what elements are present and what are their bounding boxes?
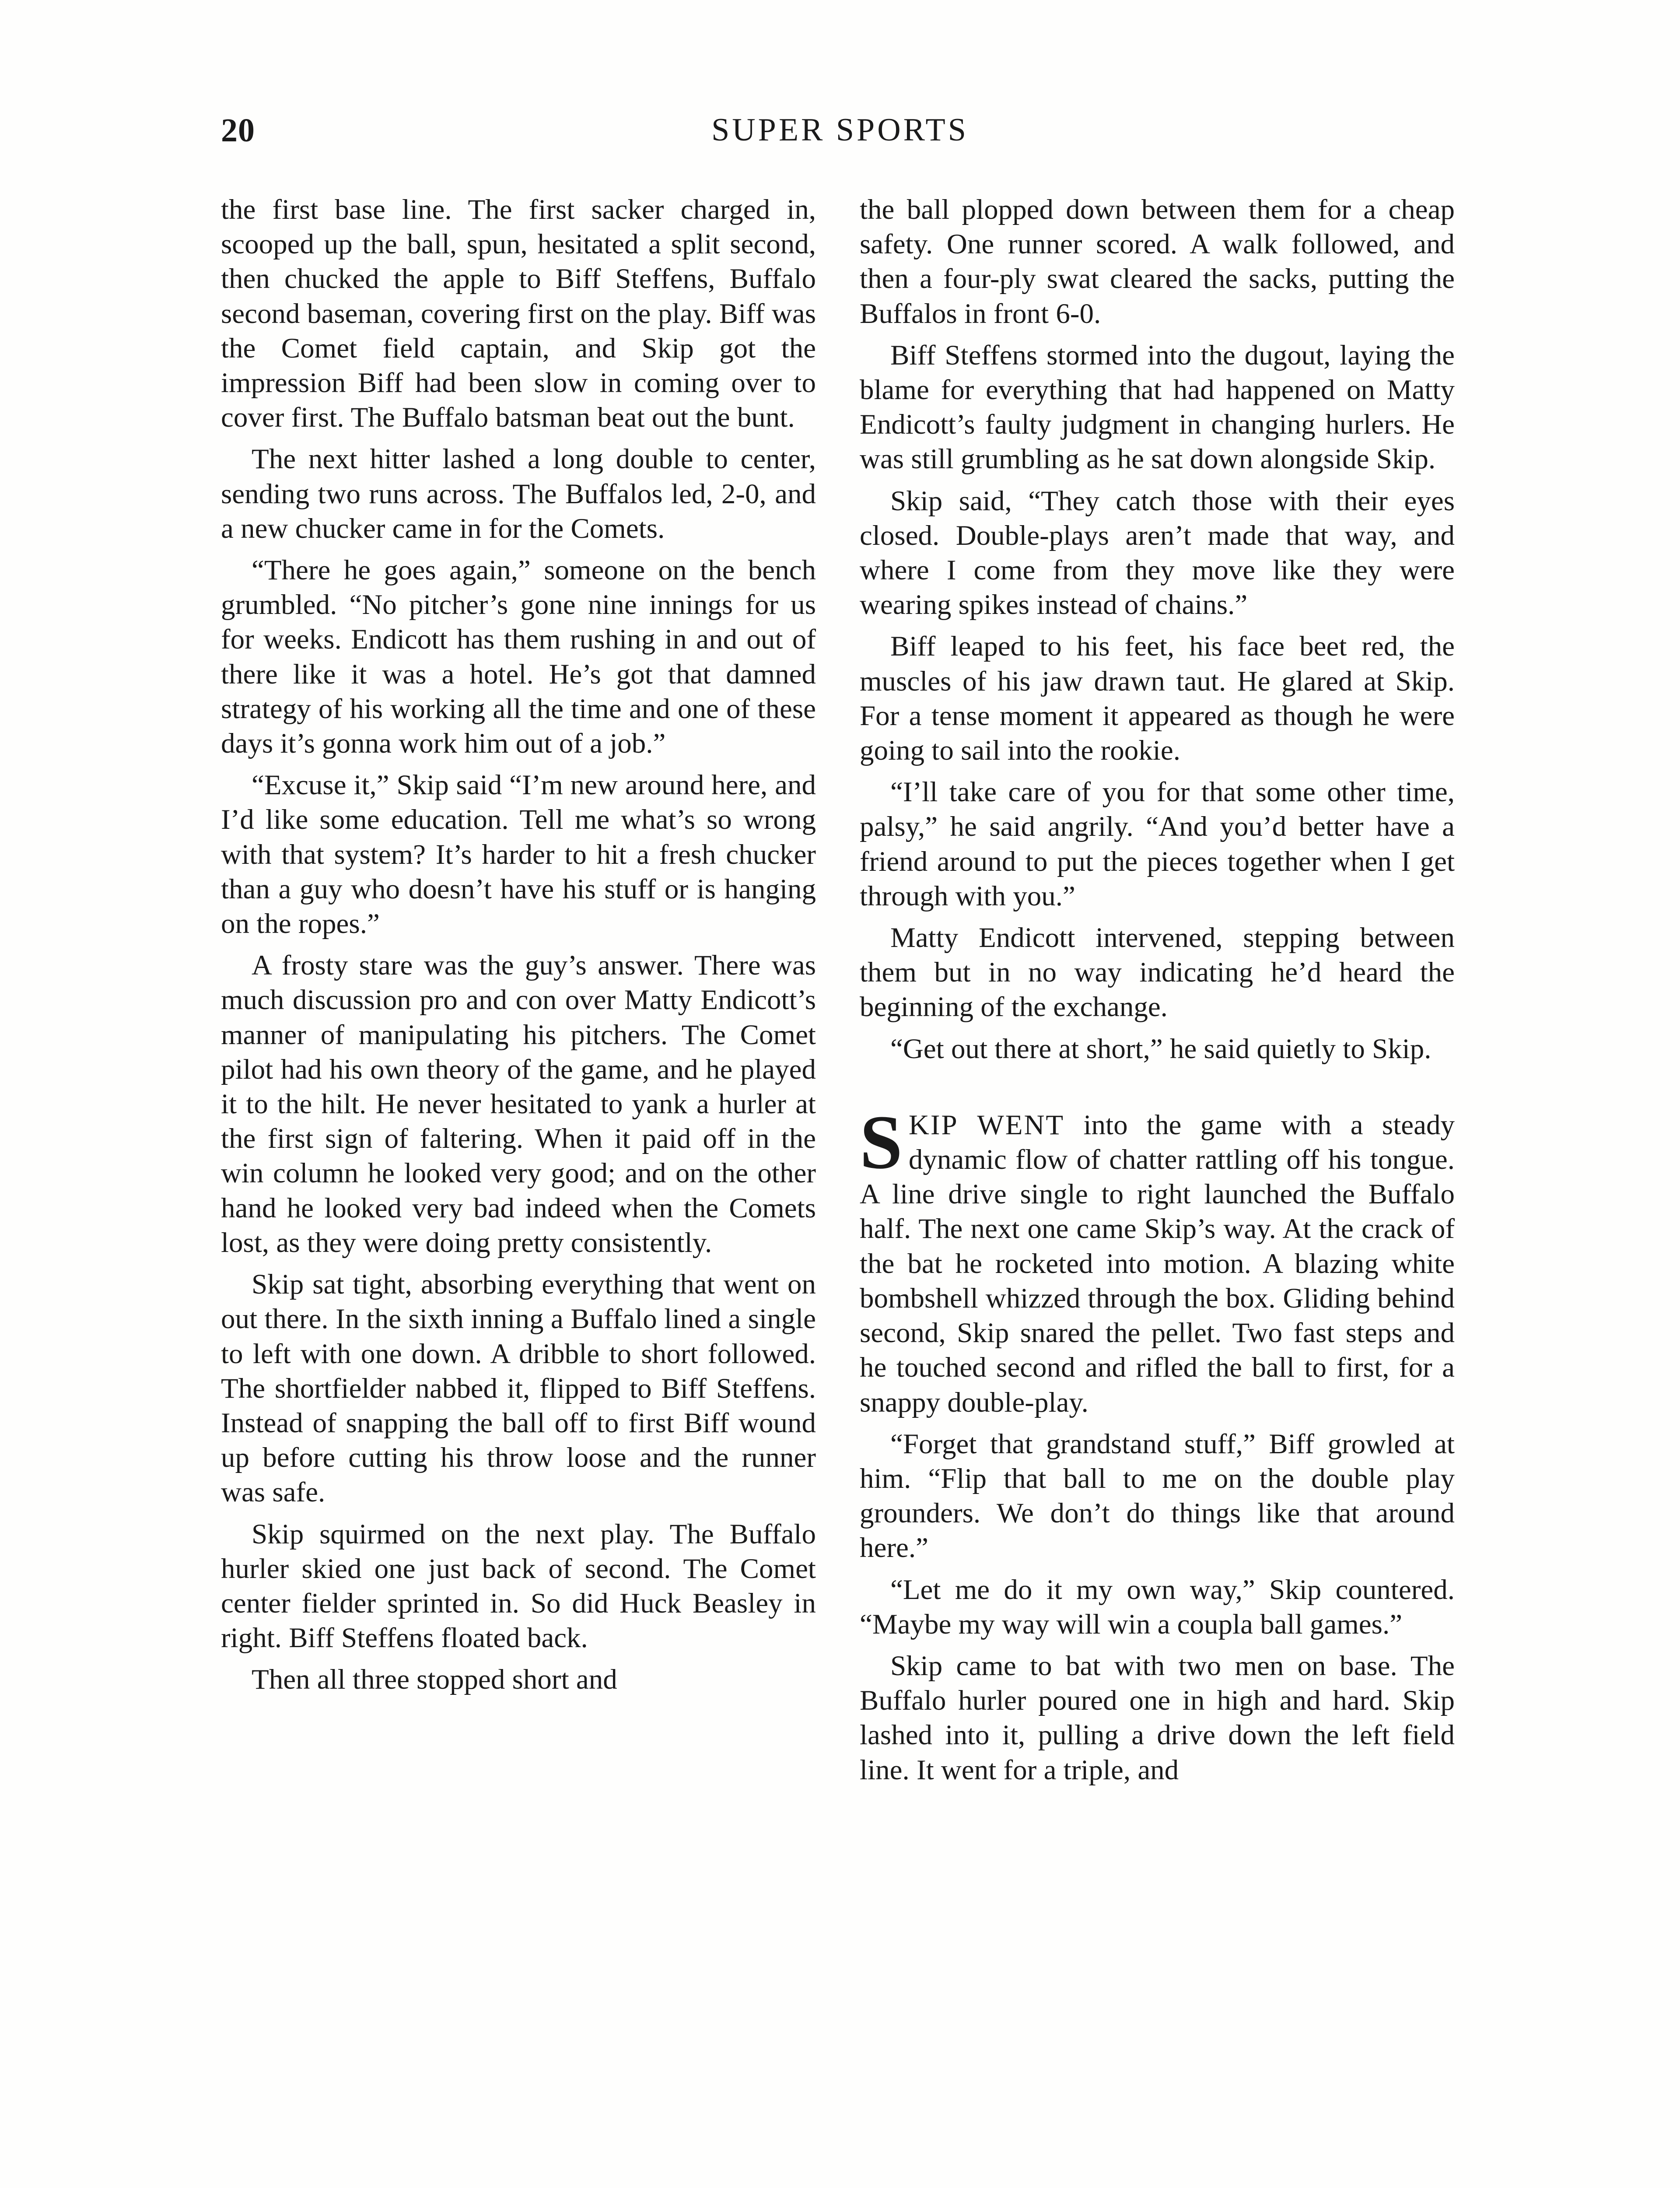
paragraph: Then all three stopped short and <box>252 1664 617 1696</box>
running-head: SUPER SPORTS <box>711 112 969 148</box>
paragraph: “I’ll take care of you for that some other time, palsy,” he said angrily. “And you’d better have a friend around to put the pieces together when I get through with you.” <box>860 776 1455 912</box>
paragraph: A frosty stare was the guy’s answer. There was much discussion pro and con over Matty Endicott’s manner of manipulating his pitchers. The Comet pilot had his own theory of the game, and he played it to the hilt. He never hesitated to yank a hurler at the first sign of faltering. When it paid off in the win column he looked very good; and on the other hand he looked very bad indeed when the Comets lost, as they were doing pretty consistently. <box>221 950 816 1259</box>
paragraph: Skip sat tight, absorbing everything that went on out there. In the sixth inning a Buffalo lined a single to left with one down. A dribble to short followed. The shortfielder nabbed it, flipped to Biff Steffens. Instead of snapping the ball off to first Biff wound up before cutting his throw loose and the runner was safe. <box>221 1269 816 1508</box>
paragraph: Skip came to bat with two men on base. The Buffalo hurler poured one in high and hard. Skip lashed into it, pulling a drive down the left field line. It went for a triple, and <box>860 1650 1455 1786</box>
drop-cap: S <box>860 1099 903 1185</box>
section-paragraph-text: into the game with a steady dynamic flow of chatter rattling off his tongue. A line drive single to right launched the Buffalo half. The next one came Skip’s way. At the crack of the bat he rocketed into motion. A blazing white bombshell whizzed through the box. Gliding behind second, Skip snared the pellet. Two fast steps and he touched second and rifled the ball to first, for a snappy double-play. <box>860 1109 1455 1418</box>
paragraph: “Forget that grandstand stuff,” Biff growled at him. “Flip that ball to me on the double play grounders. We don’t do things like that around here.” <box>860 1428 1455 1564</box>
paragraph: “There he goes again,” someone on the bench grumbled. “No pitcher’s gone nine innings for us for weeks. Endicott has them rushing in and out of there like it was a hotel. He’s got that damned strategy of his working all the time and one of these days it’s gonna work him out of a job.” <box>221 554 816 760</box>
paragraph: Skip said, “They catch those with their eyes closed. Double-plays aren’t made that way, and where I come from they move like they were wearing spikes instead of chains.” <box>860 485 1455 621</box>
right-column <box>860 193 1455 1788</box>
paragraph: “Excuse it,” Skip said “I’m new around here, and I’d like some education. Tell me what’s so wrong with that system? It’s harder to hit a fresh chucker than a guy who doesn’t have his stuff or is hanging on the ropes.” <box>221 769 816 940</box>
paragraph: “Let me do it my own way,” Skip countered. “Maybe my way will win a coupla ball games.” <box>860 1574 1455 1640</box>
left-column <box>221 193 816 1697</box>
paragraph: “Get out there at short,” he said quietly to Skip. <box>890 1033 1432 1065</box>
paragraph: Biff Steffens stormed into the dugout, laying the blame for everything that had happened on Matty Endicott’s faulty judgment in changing hurlers. He was still grumbling as he sat down alongside Skip. <box>860 339 1455 475</box>
paragraph: The next hitter lashed a long double to center, sending two runs across. The Buffalos led, 2-0, and a new chucker came in for the Comets. <box>221 443 816 544</box>
paragraph: Biff leaped to his feet, his face beet red, the muscles of his jaw drawn taut. He glared at Skip. For a tense moment it appeared as though he were going to sail into the rookie. <box>860 631 1455 767</box>
page-number: 20 <box>221 112 255 149</box>
paragraph: the ball plopped down between them for a cheap safety. One runner scored. A walk followed, and then a four-ply swat cleared the sacks, putting the Buffalos in front 6-0. <box>860 194 1455 330</box>
paragraph: the first base line. The first sacker charged in, scooped up the ball, spun, hesitated a split second, then chucked the apple to Biff Steffens, Buffalo second baseman, covering first on the play. Biff was the Comet field captain, and Skip got the impression Biff had been slow in coming over to cover first. The Buffalo batsman beat out the bunt. <box>221 194 816 434</box>
page-header <box>221 112 1459 160</box>
section-opening-paragraph <box>860 1099 1455 1420</box>
paragraph: Skip squirmed on the next play. The Buffalo hurler skied one just back of second. The Comet center fielder sprinted in. So did Huck Beasley in right. Biff Steffens floated back. <box>221 1518 816 1654</box>
paragraph: Matty Endicott intervened, stepping between them but in no way indicating he’d heard the beginning of the exchange. <box>860 922 1455 1023</box>
section-lead-words: KIP WENT <box>908 1109 1065 1141</box>
